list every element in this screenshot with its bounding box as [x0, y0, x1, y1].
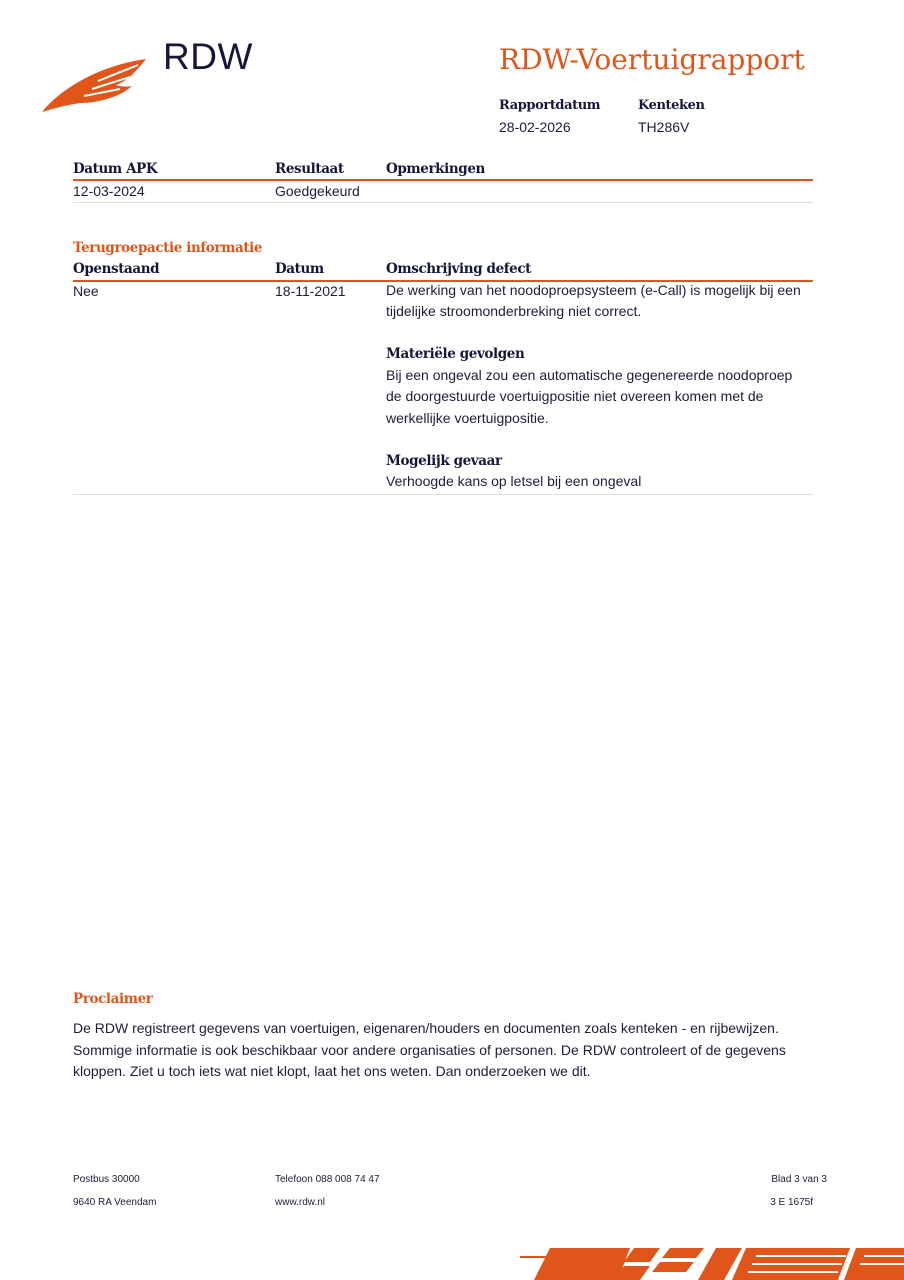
danger-heading: Mogelijk gevaar — [386, 453, 502, 469]
footer-address-line2: 9640 RA Veendam — [73, 1197, 157, 1208]
license-plate-label: Kenteken — [638, 98, 705, 113]
recall-header-date: Datum — [275, 261, 324, 277]
apk-row-date: 12-03-2024 — [73, 183, 145, 199]
report-title: RDW-Voertuigrapport — [499, 43, 805, 76]
apk-header-rule — [73, 179, 813, 181]
danger-text: Verhoogde kans op letsel bij een ongeval — [386, 473, 642, 489]
rdw-logo-icon — [40, 55, 150, 117]
apk-row-result: Goedgekeurd — [275, 183, 360, 199]
logo-text: RDW — [163, 36, 253, 77]
footer-phone: Telefoon 088 008 74 47 — [275, 1174, 380, 1185]
footer-website-link[interactable]: www.rdw.nl — [275, 1197, 326, 1208]
footer-page-number: Blad 3 van 3 — [771, 1174, 827, 1185]
report-date-value: 28-02-2026 — [499, 119, 571, 135]
apk-row-rule — [73, 202, 813, 203]
proclaimer-title: Proclaimer — [73, 991, 153, 1007]
proclaimer-text: De RDW registreert gegevens van voertuigen, eigenaren/houders en documenten zoals kenteken - en rijbewijzen. Sommige informatie is ook beschikbaar voor andere organisaties of personen. De RDW controleert of de gegevens kloppen. Ziet u toch iets wat niet klopt, laat het ons weten. Dan onderzoeken we dit. — [73, 1020, 786, 1079]
consequences-heading: Materiële gevolgen — [386, 346, 525, 362]
recall-header-description: Omschrijving defect — [386, 261, 532, 277]
apk-header-date: Datum APK — [73, 161, 158, 177]
recall-header-open: Openstaand — [73, 261, 160, 277]
recall-section-title: Terugroepactie informatie — [73, 240, 263, 256]
recall-row-rule — [73, 494, 813, 495]
apk-header-result: Resultaat — [275, 161, 344, 177]
footer-address-line1: Postbus 30000 — [73, 1174, 140, 1185]
apk-header-remarks: Opmerkingen — [386, 161, 485, 177]
consequences-text: Bij een ongeval zou een automatische gegenereerde noodoproep de doorgestuurde voertuigpositie niet overeen komen met de werkellijke voertuigpositie. — [386, 367, 793, 426]
recall-description: De werking van het noodoproepsysteem (e-Call) is mogelijk bij een tijdelijke stroomonderbreking niet correct. — [386, 282, 801, 320]
license-plate-value: TH286V — [638, 119, 690, 135]
decorative-stripes-graphic — [520, 1244, 904, 1280]
recall-date-value: 18-11-2021 — [275, 283, 346, 299]
recall-open-value: Nee — [73, 283, 99, 299]
footer-document-code: 3 E 1675f — [770, 1197, 813, 1208]
report-date-label: Rapportdatum — [499, 98, 601, 113]
